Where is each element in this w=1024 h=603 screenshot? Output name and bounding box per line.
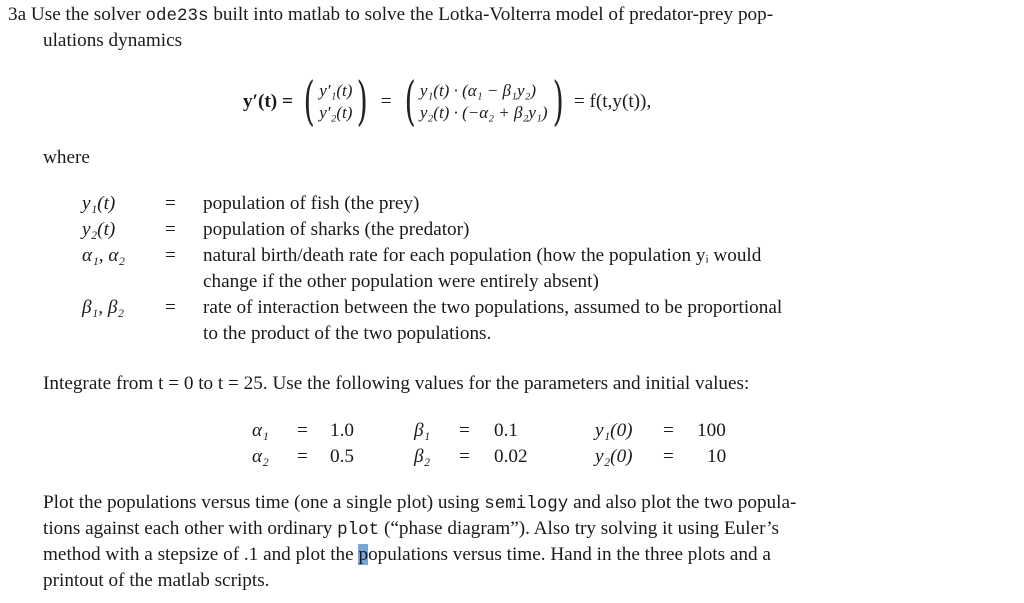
intro-text-a: Use the solver [30,4,141,25]
def-desc-4: rate of interaction between the two populations, assumed to be proportional [203,297,783,318]
closing-l2b: (“phase diagram”). Also try solving it using Euler’s [383,518,780,539]
param-val-beta2: 0.02 [494,446,528,467]
def-symbol-2: y₂(t) [82,219,116,240]
problem-intro-line1 [8,2,773,29]
rhs-vector [420,80,548,124]
def-desc-1: population of fish (the prey) [203,193,420,214]
param-val-alpha2: 0.5 [330,446,354,467]
def-symbol-4: β₁, β₂ [82,297,125,318]
def-eq-1: = [165,193,176,214]
def-desc-3b: change if the other population were entirely absent) [203,271,599,292]
rhs-bot: y₂(t) · (−α₂ + β₂y₁) [419,103,548,122]
code-plot: plot [337,520,380,540]
param-eq: = [459,420,470,441]
text-selection-highlight[interactable]: p [358,544,369,565]
closing-l3b: opulations versus time. Hand in the three plots and a [368,544,771,565]
param-eq: = [297,446,308,467]
rhs-top: y₁(t) · (α₁ − β₁y₂) [419,81,537,100]
closing-l3a: method with a stepsize of .1 and plot the [43,544,359,565]
closing-line1 [43,490,796,517]
def-eq-3: = [165,245,176,266]
def-desc-3: natural birth/death rate for each population (how the population yᵢ would [203,245,762,266]
param-eq: = [297,420,308,441]
param-val-y10: 100 [697,420,726,441]
where-label: where [43,147,90,168]
equals-sign: = [380,91,392,112]
ode-equation: y′(t) = ( y′₁(t) y′₂(t) ) = ( y₁(t) · (α₁ − β₁y₂) y₂(t) · (−α₂ + β₂y₁) ) = f(t,y(t)), [243,72,652,132]
code-semilogy: semilogy [484,494,569,514]
closing-line2 [43,516,779,543]
def-eq-2: = [165,219,176,240]
param-eq: = [663,446,674,467]
param-sym-beta2: β₂ [414,446,431,467]
param-sym-alpha1: α₁ [252,420,269,441]
def-symbol-1: y₁(t) [82,193,116,214]
param-val-beta1: 0.1 [494,420,518,441]
problem-intro-line2: ulations dynamics [43,30,183,51]
def-desc-4b: to the product of the two populations. [203,323,492,344]
def-eq-4: = [165,297,176,318]
closing-line3 [43,542,771,568]
def-desc-2: population of sharks (the predator) [203,219,470,240]
param-sym-alpha2: α₂ [252,446,269,467]
closing-l1b: and also plot the two popula- [573,492,797,513]
problem-number: 3a [8,4,27,25]
closing-l2a: tions against each other with ordinary [43,518,333,539]
param-eq: = [459,446,470,467]
vec-top: y′₁(t) [319,81,353,100]
equation-lhs: y′(t) = [243,91,293,112]
equation-result: = f(t,y(t)), [573,91,652,112]
def-symbol-3: α₁, α₂ [82,245,126,266]
intro-text-b: built into matlab to solve the Lotka-Volterra model of predator-prey pop- [213,4,774,25]
param-val-alpha1: 1.0 [330,420,354,441]
closing-l1a: Plot the populations versus time (one a single plot) using [43,492,480,513]
param-val-y20: 10 [707,446,727,467]
derivative-vector [319,80,352,124]
vec-bot: y′₂(t) [319,103,353,122]
param-sym-beta1: β₁ [414,420,431,441]
intro-code: ode23s [145,6,209,26]
closing-line4: printout of the matlab scripts. [43,570,270,591]
param-sym-y10: y₁(0) [595,420,633,441]
param-eq: = [663,420,674,441]
param-sym-y20: y₂(0) [595,446,633,467]
integrate-text: Integrate from t = 0 to t = 25. Use the following values for the parameters and initial values: [43,373,750,394]
